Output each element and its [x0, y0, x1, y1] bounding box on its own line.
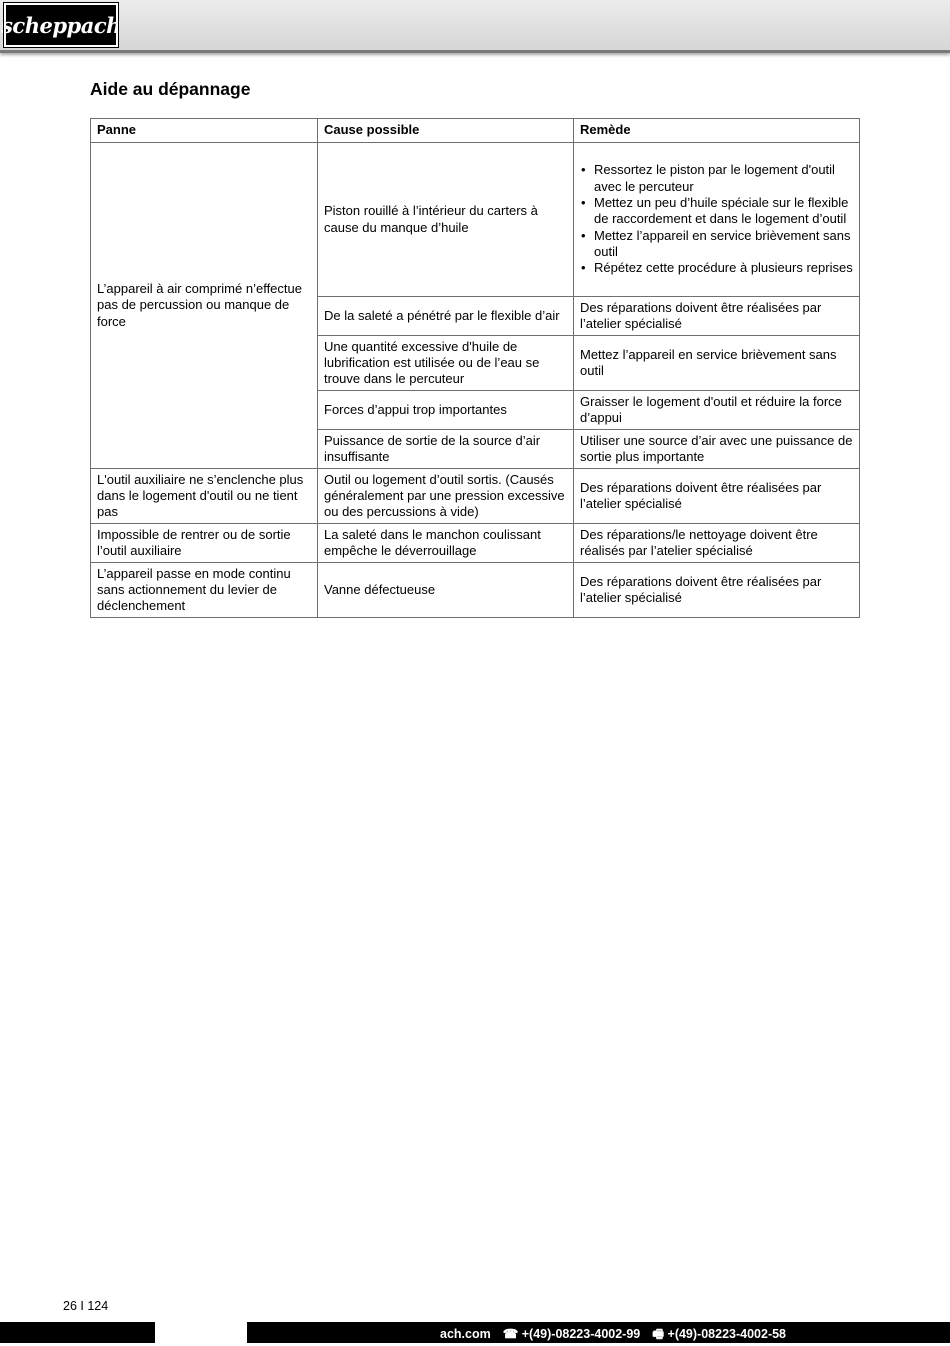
fault-cell: Impossible de rentrer ou de sortie l’outil auxiliaire	[91, 524, 318, 563]
logo-text: scheppach	[1, 12, 121, 38]
fault-cell: L’appareil passe en mode continu sans actionnement du levier de déclenchement	[91, 563, 318, 618]
table-row	[91, 524, 860, 563]
footer-bar	[0, 1322, 950, 1343]
fax-number: 🖷 +(49)-08223-4002-58	[652, 1327, 787, 1341]
brand-logo	[1, 3, 121, 47]
remedy-cell: Mettez l’appareil en service brièvement sans outil	[574, 336, 860, 391]
list-item: • Mettez l’appareil en service brièvement sans outil	[580, 228, 853, 261]
header-cause: Cause possible	[318, 119, 574, 143]
list-item: • Ressortez le piston par le logement d'outil avec le percuteur	[580, 162, 853, 195]
troubleshooting-table	[90, 118, 860, 618]
table-row	[91, 563, 860, 618]
page-number: 26 I 124	[63, 1299, 109, 1313]
list-item: • Mettez un peu d’huile spéciale sur le flexible de raccordement et dans le logement d’outil	[580, 195, 853, 228]
remedy-cell: Des réparations doivent être réalisées par l’atelier spécialisé	[574, 563, 860, 618]
footer-contact	[440, 1325, 786, 1346]
remedy-cell: Des réparations/le nettoyage doivent être réalisés par l’atelier spécialisé	[574, 524, 860, 563]
remedy-cell: Utiliser une source d’air avec une puissance de sortie plus importante	[574, 430, 860, 469]
table-header-row	[91, 119, 860, 143]
cause-cell: De la saleté a pénétré par le flexible d’air	[318, 297, 574, 336]
page-header	[0, 0, 950, 53]
header-remede: Remède	[574, 119, 860, 143]
cause-cell: La saleté dans le manchon coulissant empêche le déverrouillage	[318, 524, 574, 563]
cause-cell: Une quantité excessive d'huile de lubrification est utilisée ou de l’eau se trouve dans le percuteur	[318, 336, 574, 391]
website-link[interactable]: ach.com	[440, 1327, 491, 1341]
phone-number: ☎ +(49)-08223-4002-99	[502, 1327, 641, 1341]
remedy-cell	[574, 143, 860, 297]
table-row	[91, 143, 860, 297]
remedy-cell: Des réparations doivent être réalisées par l’atelier spécialisé	[574, 297, 860, 336]
cause-cell: Outil ou logement d’outil sortis. (Causés généralement par une pression excessive ou des percussions à vide)	[318, 469, 574, 524]
fault-cell: L’appareil à air comprimé n’effectue pas de percussion ou manque de force	[91, 143, 318, 469]
remedy-cell: Des réparations doivent être réalisées par l’atelier spécialisé	[574, 469, 860, 524]
section-title: Aide au dépannage	[90, 79, 251, 99]
remedy-cell: Graisser le logement d'outil et réduire la force d’appui	[574, 391, 860, 430]
remedy-list	[580, 162, 853, 276]
footer-white-block	[155, 1322, 247, 1343]
cause-cell: Vanne défectueuse	[318, 563, 574, 618]
cause-cell: Forces d’appui trop importantes	[318, 391, 574, 430]
cause-cell: Puissance de sortie de la source d’air insuffisante	[318, 430, 574, 469]
fault-cell: L'outil auxiliaire ne s’enclenche plus dans le logement d'outil ou ne tient pas	[91, 469, 318, 524]
cause-cell: Piston rouillé à l’intérieur du carters à cause du manque d’huile	[318, 143, 574, 297]
list-item: • Répétez cette procédure à plusieurs reprises	[580, 260, 853, 276]
table-row	[91, 469, 860, 524]
header-panne: Panne	[91, 119, 318, 143]
